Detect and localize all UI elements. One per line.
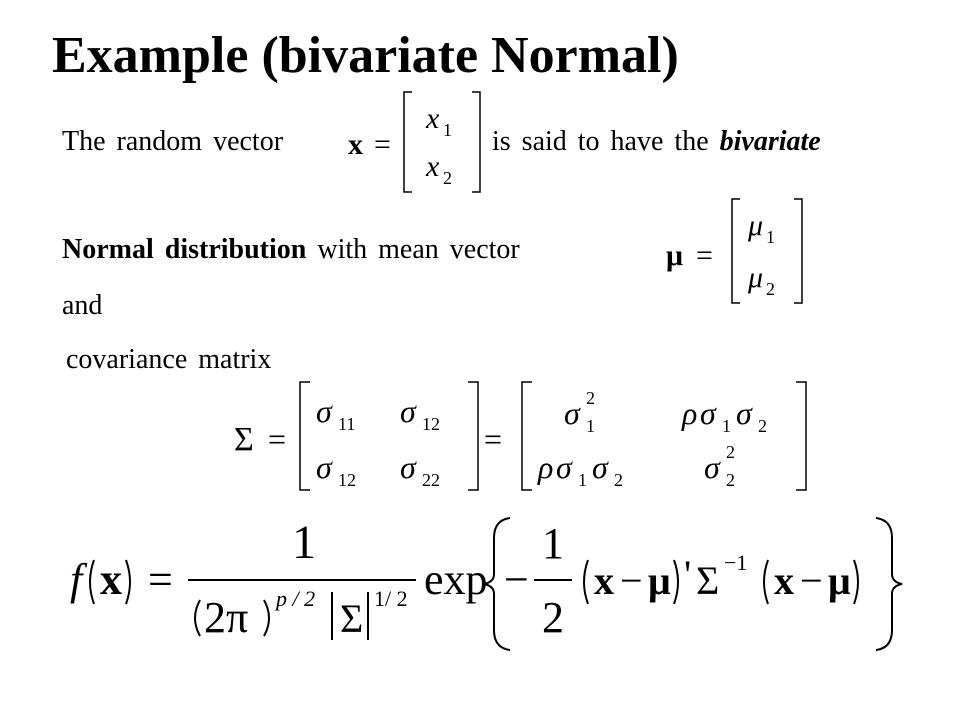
cov-m2-left-bracket xyxy=(522,382,532,490)
normal-distribution-term: Normal distribution xyxy=(62,234,307,265)
line2 xyxy=(62,236,520,264)
cov-equals-2: = xyxy=(484,421,503,457)
x-vector-left-bracket xyxy=(404,92,412,192)
x-vector-equals: = xyxy=(374,128,391,161)
sigma2-squared-subscript: 2 xyxy=(726,470,735,490)
mu1-symbol: μ xyxy=(748,209,764,242)
density-half-denominator: 2 xyxy=(542,593,564,642)
sigma2-squared-symbol: σ xyxy=(704,449,720,485)
density-f-left-paren xyxy=(90,560,94,604)
x-vector-lhs: x xyxy=(348,128,363,161)
cov-equals-1: = xyxy=(268,421,287,457)
density-diff1-left-paren xyxy=(584,560,588,604)
sigma21-symbol: σ xyxy=(316,449,332,485)
mu-vector-formula xyxy=(660,195,810,307)
density-diff2-x: x xyxy=(774,558,794,603)
line1-bivariate: bivariate xyxy=(719,126,821,157)
rho-top-sub1: 1 xyxy=(722,416,731,436)
density-det-sigma: Σ xyxy=(340,596,364,641)
rho-top-sigma1: σ xyxy=(700,395,716,431)
x2-symbol: x xyxy=(426,150,440,183)
line3-and: and xyxy=(62,290,103,321)
rho-top-sub2: 2 xyxy=(758,416,767,436)
mu2-subscript: 2 xyxy=(766,279,775,299)
rho-bottom-sigma1: σ xyxy=(556,449,572,485)
mu1-subscript: 1 xyxy=(766,227,775,247)
mu2-symbol: μ xyxy=(748,261,764,294)
sigma1-squared-superscript: 2 xyxy=(586,388,595,408)
sigma1-squared-symbol: σ xyxy=(564,395,580,431)
density-half-numerator: 1 xyxy=(542,519,564,568)
density-diff1-minus: − xyxy=(620,558,643,603)
density-right-brace xyxy=(876,518,902,650)
slide-title: Example (bivariate Normal) xyxy=(52,27,679,84)
density-diff1-x: x xyxy=(594,558,614,603)
cov-sigma-lhs: Σ xyxy=(234,421,254,458)
x1-symbol: x xyxy=(426,102,440,135)
rho-bottom: ρ xyxy=(538,449,554,485)
cov-m2-right-bracket xyxy=(796,382,806,490)
sigma22-symbol: σ xyxy=(400,449,416,485)
mu-vector-right-bracket xyxy=(794,199,802,303)
x-vector-formula xyxy=(340,88,490,196)
mu-vector-left-bracket xyxy=(732,199,740,303)
density-formula xyxy=(64,508,914,658)
rho-bottom-sub2: 2 xyxy=(614,470,623,490)
density-f: f xyxy=(70,555,83,604)
x1-subscript: 1 xyxy=(443,120,452,140)
sigma12-subscript: 12 xyxy=(422,414,440,434)
sigma11-subscript: 11 xyxy=(338,414,356,434)
sigma1-squared-subscript: 1 xyxy=(586,416,595,436)
cov-m1-left-bracket xyxy=(300,382,310,490)
x-vector-right-bracket xyxy=(472,92,480,192)
density-f-right-paren xyxy=(126,560,130,604)
density-exp: exp xyxy=(424,555,488,604)
rho-bottom-sigma2: σ xyxy=(592,449,608,485)
line2-rest: with mean vector xyxy=(317,234,520,265)
line1-intro: The random vector xyxy=(62,126,284,157)
x2-subscript: 2 xyxy=(443,168,452,188)
mu-vector-equals: = xyxy=(696,239,713,272)
sigma21-subscript: 12 xyxy=(338,470,356,490)
density-2pi-left-paren xyxy=(195,600,200,636)
density-diff2-minus: − xyxy=(800,558,823,603)
line1-plain: is said to have the xyxy=(492,126,709,157)
density-det-exponent: 1/ 2 xyxy=(374,586,408,611)
density-diff2-right-paren xyxy=(854,560,858,604)
sigma11-symbol: σ xyxy=(316,393,332,429)
density-sigma-inverse-exponent: −1 xyxy=(724,550,748,575)
mu-vector-lhs: μ xyxy=(666,239,684,272)
density-2pi-right-paren xyxy=(264,600,269,636)
density-2pi: 2π xyxy=(204,593,249,642)
sigma22-subscript: 22 xyxy=(422,470,440,490)
density-f-x: x xyxy=(100,555,122,604)
density-diff1-right-paren xyxy=(674,560,678,604)
line1-continuation xyxy=(492,128,821,156)
density-minus: − xyxy=(504,555,529,604)
cov-m1-right-bracket xyxy=(468,382,478,490)
density-equals: = xyxy=(148,555,173,604)
density-diff2-mu: μ xyxy=(828,558,851,603)
rho-top: ρ xyxy=(682,395,698,431)
line4-covariance-matrix: covariance matrix xyxy=(66,344,272,375)
density-diff1-mu: μ xyxy=(648,558,671,603)
density-diff2-left-paren xyxy=(764,560,768,604)
sigma12-symbol: σ xyxy=(400,393,416,429)
density-transpose-prime: ' xyxy=(684,552,692,597)
density-p-over-2: p / 2 xyxy=(276,586,316,611)
covariance-matrix-formula xyxy=(230,378,810,494)
rho-bottom-sub1: 1 xyxy=(578,470,587,490)
rho-top-sigma2: σ xyxy=(736,395,752,431)
sigma2-squared-superscript: 2 xyxy=(726,442,735,462)
density-numerator: 1 xyxy=(292,516,316,569)
density-sigma: Σ xyxy=(696,558,720,603)
